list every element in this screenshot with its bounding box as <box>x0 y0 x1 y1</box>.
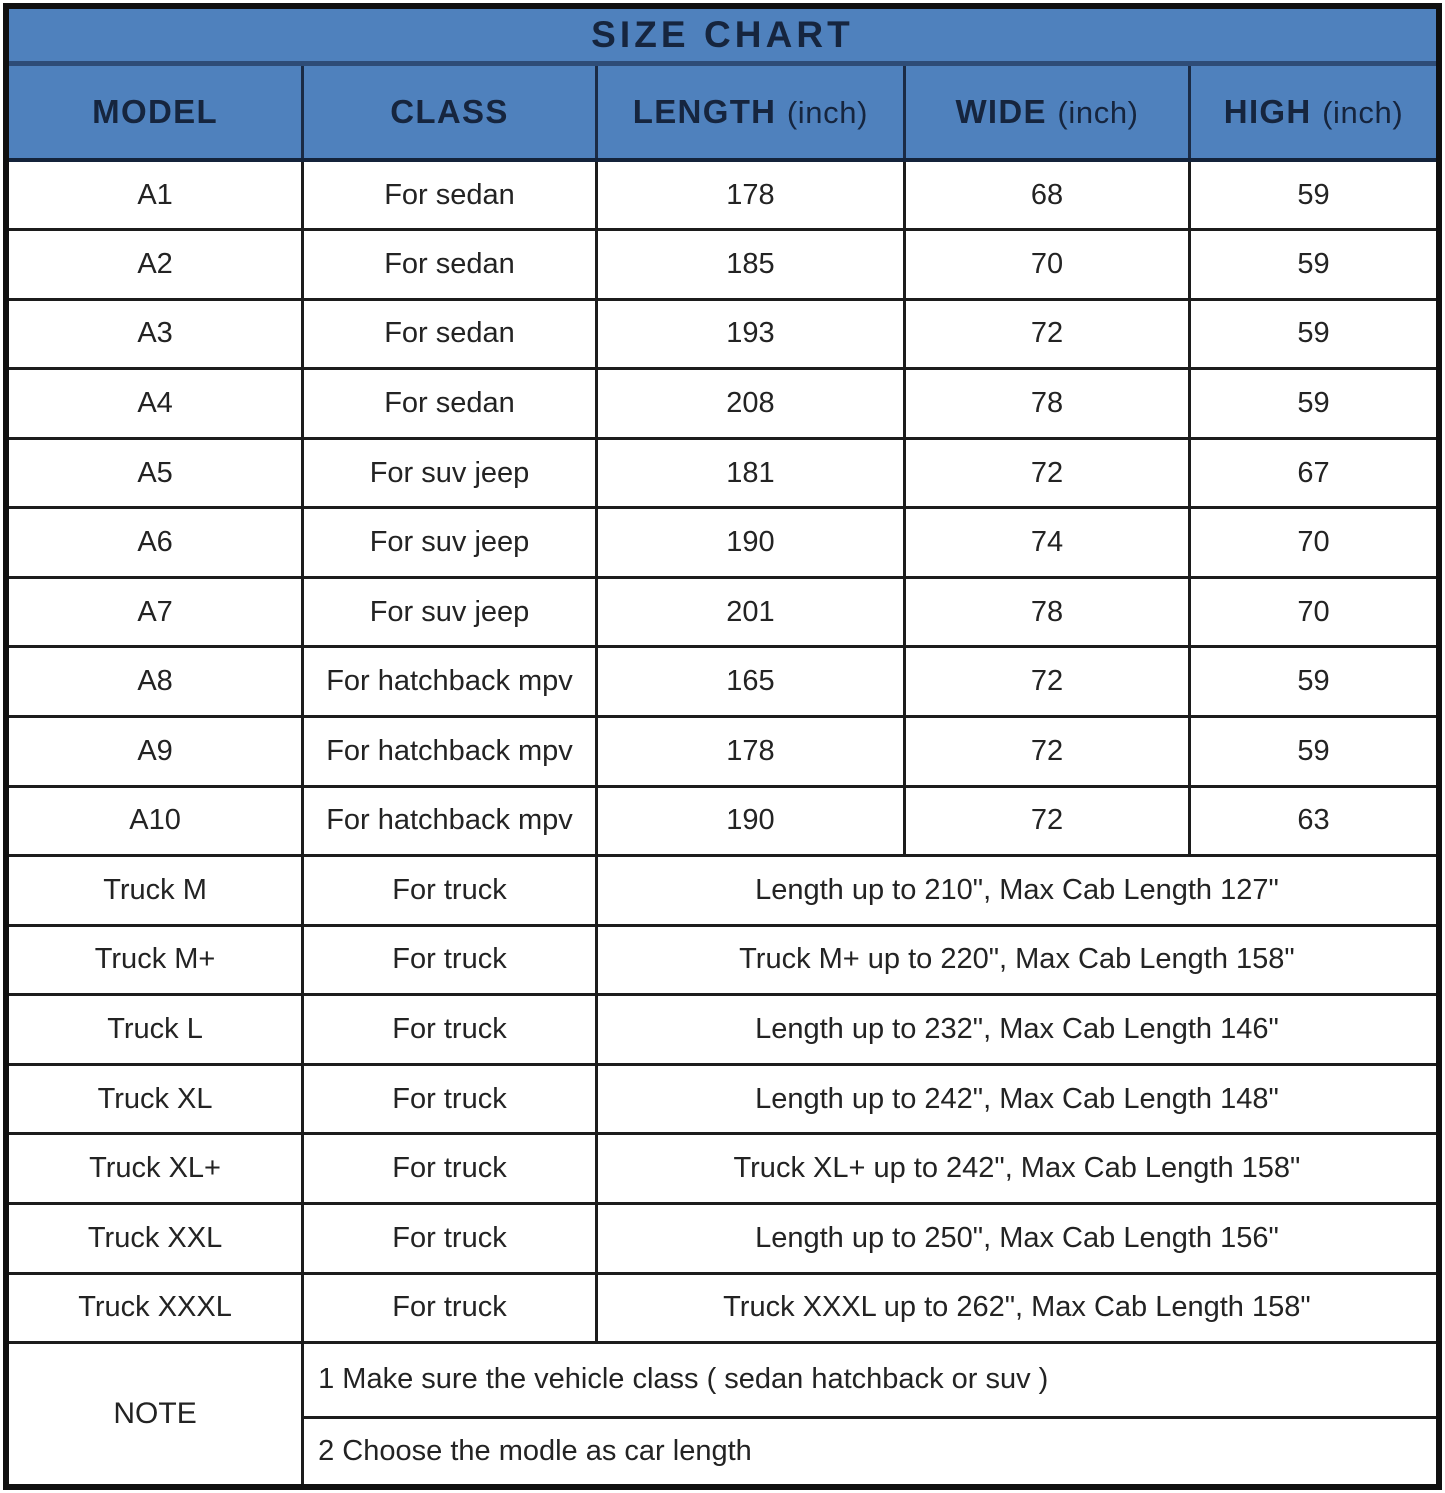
length-cell: 190 <box>596 786 904 856</box>
model-cell: Truck M <box>6 856 303 926</box>
truck-spec-cell: Truck XXXL up to 262", Max Cab Length 158" <box>596 1273 1439 1343</box>
table-row <box>6 647 1439 717</box>
truck-row <box>6 925 1439 995</box>
size-chart-table <box>3 3 1442 1490</box>
class-cell: For truck <box>303 1203 597 1273</box>
note-line: 2 Choose the modle as car length <box>303 1417 1439 1487</box>
column-header-high <box>1190 63 1439 160</box>
table-row <box>6 369 1439 439</box>
class-cell: For truck <box>303 995 597 1065</box>
class-cell: For hatchback mpv <box>303 717 597 787</box>
wide-cell: 72 <box>904 717 1189 787</box>
column-header-unit: (inch) <box>786 94 869 130</box>
table-row <box>6 438 1439 508</box>
model-cell: Truck XL <box>6 1064 303 1134</box>
high-cell: 70 <box>1190 577 1439 647</box>
wide-cell: 72 <box>904 786 1189 856</box>
table-row <box>6 786 1439 856</box>
length-cell: 165 <box>596 647 904 717</box>
title-row <box>6 6 1439 63</box>
truck-row <box>6 1134 1439 1204</box>
class-cell: For truck <box>303 1273 597 1343</box>
model-cell: A3 <box>6 299 303 369</box>
column-header-unit: (inch) <box>1057 94 1139 130</box>
column-header-unit: (inch) <box>1322 94 1404 130</box>
length-cell: 181 <box>596 438 904 508</box>
wide-cell: 72 <box>904 438 1189 508</box>
truck-spec-cell: Truck XL+ up to 242", Max Cab Length 158" <box>596 1134 1439 1204</box>
length-cell: 185 <box>596 230 904 300</box>
truck-row <box>6 995 1439 1065</box>
column-header-row <box>6 63 1439 160</box>
high-cell: 59 <box>1190 230 1439 300</box>
truck-spec-cell: Length up to 250", Max Cab Length 156" <box>596 1203 1439 1273</box>
wide-cell: 72 <box>904 647 1189 717</box>
class-cell: For hatchback mpv <box>303 647 597 717</box>
class-cell: For truck <box>303 1064 597 1134</box>
wide-cell: 78 <box>904 577 1189 647</box>
model-cell: A5 <box>6 438 303 508</box>
class-cell: For truck <box>303 856 597 926</box>
wide-cell: 72 <box>904 299 1189 369</box>
model-cell: A8 <box>6 647 303 717</box>
truck-spec-cell: Length up to 232", Max Cab Length 146" <box>596 995 1439 1065</box>
high-cell: 59 <box>1190 717 1439 787</box>
model-cell: A7 <box>6 577 303 647</box>
model-cell: A10 <box>6 786 303 856</box>
truck-spec-cell: Truck M+ up to 220", Max Cab Length 158" <box>596 925 1439 995</box>
column-header-wide <box>904 63 1189 160</box>
column-header-label: HIGH <box>1223 92 1312 130</box>
truck-row <box>6 1203 1439 1273</box>
table-row <box>6 717 1439 787</box>
model-cell: A4 <box>6 369 303 439</box>
page-title: SIZE CHART <box>6 6 1439 63</box>
column-header-label: MODEL <box>92 92 218 130</box>
truck-row <box>6 1273 1439 1343</box>
model-cell: Truck XL+ <box>6 1134 303 1204</box>
high-cell: 63 <box>1190 786 1439 856</box>
class-cell: For suv jeep <box>303 438 597 508</box>
model-cell: Truck XXL <box>6 1203 303 1273</box>
truck-row <box>6 1064 1439 1134</box>
class-cell: For suv jeep <box>303 508 597 578</box>
wide-cell: 78 <box>904 369 1189 439</box>
table-row <box>6 160 1439 230</box>
high-cell: 59 <box>1190 369 1439 439</box>
class-cell: For hatchback mpv <box>303 786 597 856</box>
length-cell: 190 <box>596 508 904 578</box>
column-header-label: WIDE <box>955 92 1047 130</box>
wide-cell: 70 <box>904 230 1189 300</box>
class-cell: For truck <box>303 1134 597 1204</box>
length-cell: 201 <box>596 577 904 647</box>
model-cell: Truck XXXL <box>6 1273 303 1343</box>
column-header-model <box>6 63 303 160</box>
table-row <box>6 577 1439 647</box>
model-cell: Truck L <box>6 995 303 1065</box>
note-line: 1 Make sure the vehicle class ( sedan hatchback or suv ) <box>303 1343 1439 1418</box>
note-label: NOTE <box>6 1343 303 1487</box>
length-cell: 193 <box>596 299 904 369</box>
class-cell: For sedan <box>303 369 597 439</box>
high-cell: 59 <box>1190 647 1439 717</box>
model-cell: A1 <box>6 160 303 230</box>
high-cell: 67 <box>1190 438 1439 508</box>
model-cell: A9 <box>6 717 303 787</box>
model-cell: A2 <box>6 230 303 300</box>
truck-row <box>6 856 1439 926</box>
length-cell: 178 <box>596 717 904 787</box>
class-cell: For suv jeep <box>303 577 597 647</box>
column-header-length <box>596 63 904 160</box>
length-cell: 178 <box>596 160 904 230</box>
column-header-label: LENGTH <box>632 92 777 130</box>
truck-spec-cell: Length up to 210", Max Cab Length 127" <box>596 856 1439 926</box>
model-cell: A6 <box>6 508 303 578</box>
table-row <box>6 299 1439 369</box>
high-cell: 59 <box>1190 299 1439 369</box>
wide-cell: 74 <box>904 508 1189 578</box>
class-cell: For sedan <box>303 160 597 230</box>
truck-spec-cell: Length up to 242", Max Cab Length 148" <box>596 1064 1439 1134</box>
note-row <box>6 1343 1439 1418</box>
table-row <box>6 508 1439 578</box>
model-cell: Truck M+ <box>6 925 303 995</box>
length-cell: 208 <box>596 369 904 439</box>
class-cell: For truck <box>303 925 597 995</box>
class-cell: For sedan <box>303 299 597 369</box>
class-cell: For sedan <box>303 230 597 300</box>
table-row <box>6 230 1439 300</box>
wide-cell: 68 <box>904 160 1189 230</box>
high-cell: 70 <box>1190 508 1439 578</box>
high-cell: 59 <box>1190 160 1439 230</box>
column-header-label: CLASS <box>390 92 509 130</box>
column-header-class <box>303 63 597 160</box>
